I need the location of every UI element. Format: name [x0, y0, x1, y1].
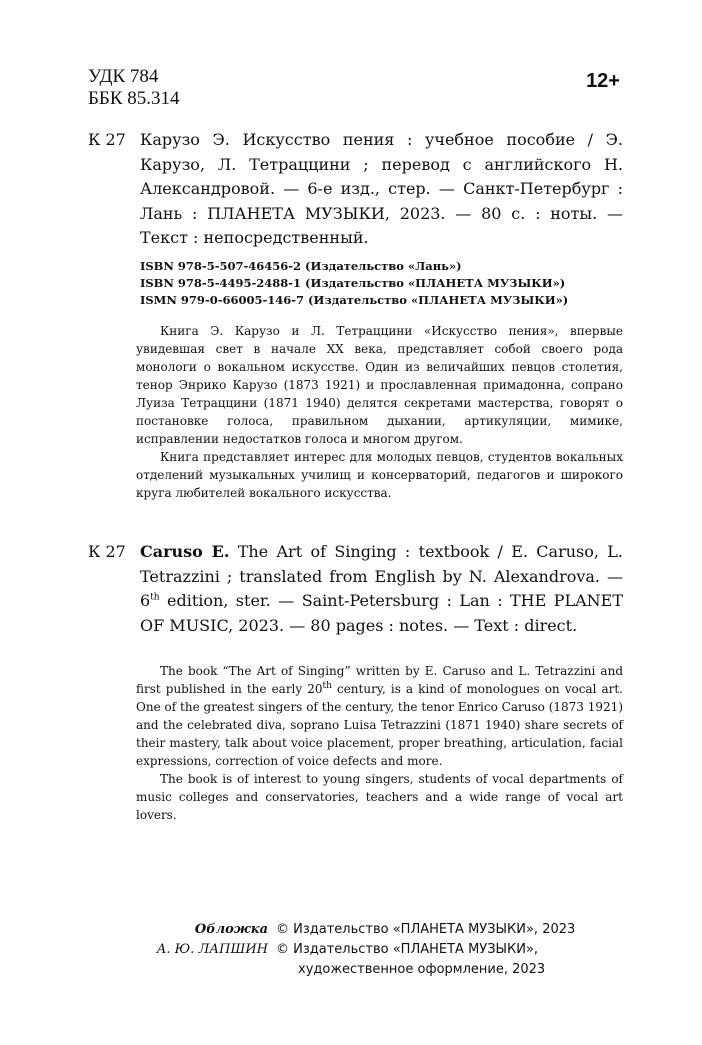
copyright-line: © Издательство «ПЛАНЕТА МУЗЫКИ», 2023: [276, 922, 576, 937]
entry-author: Caruso E.: [140, 542, 230, 561]
abstract-paragraph: Книга Э. Карузо и Л. Тетраццини «Искусство пения», впервые увидевшая свет в начале XX века, представляет собой своего рода монологи о вокальном искусстве. Один из величайших певцов столетия, тенор Энрико Карузо (1873 1921) и прославленная примадонна, сопрано Луиза Тетраццини (1871 1940) делятся секретами мастерства, говорят о постановке голоса, правильном дыхании, артикуляции, мимике, исправлении недостатков голоса и многом другом.: [136, 324, 623, 446]
bibliographic-entry-ru: [88, 128, 623, 251]
bibliographic-entry-en: [88, 540, 623, 638]
cover-label: Обложка: [194, 922, 268, 937]
bbk-code: ББК 85.314: [88, 88, 180, 109]
abstract-paragraph: The book is of interest to young singers, students of vocal departments of music colleges and conservatories, teachers and a wide range of vocal art lovers.: [136, 772, 623, 822]
classification-codes: [88, 66, 180, 110]
udk-code: УДК 784: [88, 66, 159, 87]
entry-text: Карузо Э. Искусство пения : учебное пособие / Э. Карузо, Л. Тетраццини ; перевод с английского Н. Александровой. — 6-е изд., стер. — Санкт-Петербург : Лань : ПЛАНЕТА МУЗЫКИ, 2023. — 80 с. : ноты. — Текст : непосредственный.: [140, 130, 623, 247]
cover-artist: А. Ю. ЛАПШИН: [156, 942, 268, 957]
isbn-planeta: ISBN 978-5-4495-2488-1 (Издательство «ПЛАНЕТА МУЗЫКИ»): [140, 276, 566, 290]
age-rating-badge: 12+: [586, 70, 620, 92]
copyright-line: © Издательство «ПЛАНЕТА МУЗЫКИ»,: [276, 942, 539, 957]
abstract-ru: [136, 322, 623, 502]
ismn-planeta: ISMN 979-0-66005-146-7 (Издательство «ПЛАНЕТА МУЗЫКИ»): [140, 293, 569, 307]
abstract-en: [136, 662, 623, 824]
copyright-line: художественное оформление, 2023: [298, 962, 546, 977]
entry-text: Caruso E. The Art of Singing : textbook / E. Caruso, L. Tetrazzini ; translated from English by N. Alexandrova. — 6th edition, ster. — Saint-Petersburg : Lan : THE PLANET OF MUSIC, 2023. — 80 pages : notes. — Text : direct.: [140, 542, 623, 635]
abstract-paragraph: The book “The Art of Singing” written by E. Caruso and L. Tetrazzini and first published in the early 20th century, is a kind of monologues on vocal art. One of the greatest singers of the century, the tenor Enrico Caruso (1873 1921) and the celebrated diva, soprano Luisa Tetrazzini (1871 1940) share secrets of their mastery, talk about voice placement, proper breathing, articulation, facial expressions, correction of voice defects and more.: [136, 664, 624, 768]
entry-code: К 27: [88, 130, 126, 149]
identifier-list: [140, 258, 568, 309]
abstract-paragraph: Книга представляет интерес для молодых певцов, студентов вокальных отделений музыкальных училищ и консерваторий, педагогов и широкого круга любителей вокального искусства.: [136, 450, 623, 500]
isbn-lan: ISBN 978-5-507-46456-2 (Издательство «Лань»): [140, 259, 462, 273]
cover-credit: [136, 920, 268, 960]
copyright-notices: [276, 920, 636, 980]
entry-code: К 27: [88, 542, 126, 561]
